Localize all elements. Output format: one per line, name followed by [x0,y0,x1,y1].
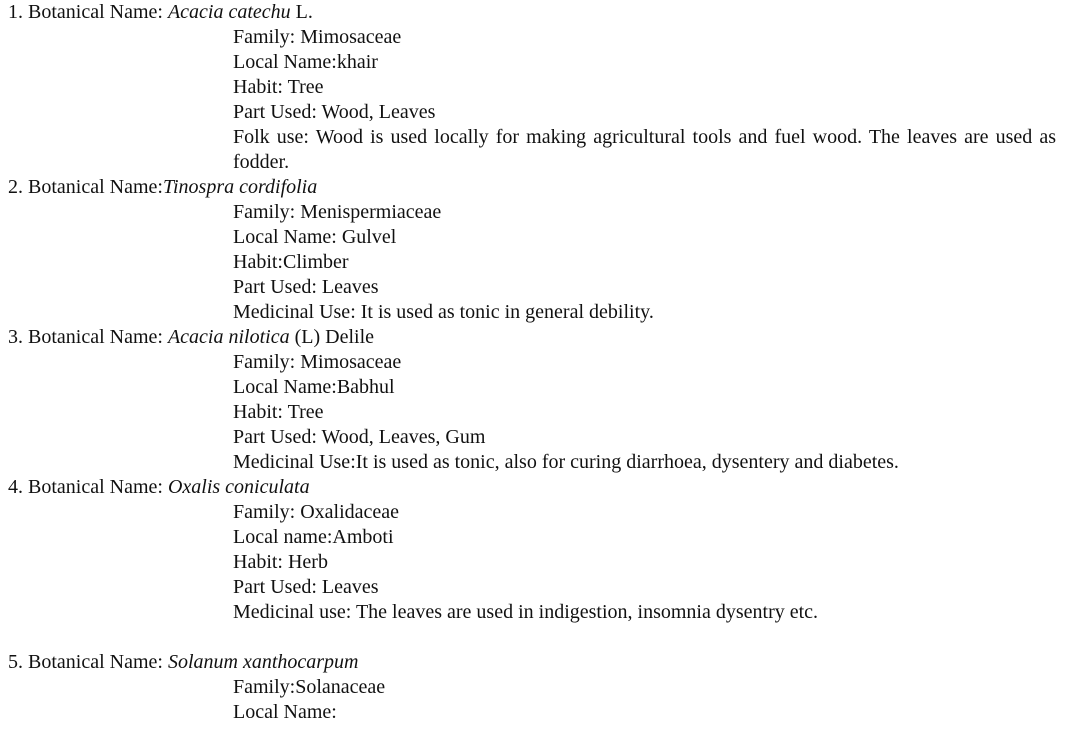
botanical-name-label: Botanical Name: [28,476,163,498]
entry-number: 2. [8,176,23,198]
part-used-field: Part Used: Wood, Leaves, Gum [233,426,486,448]
scientific-name: Oxalis coniculata [167,476,310,498]
part-used-field: Part Used: Leaves [233,576,379,598]
author-citation: L. [290,1,313,23]
scientific-name: Acacia nilotica [167,326,290,348]
scientific-name: Acacia catechu [167,1,291,23]
part-used-field: Part Used: Wood, Leaves [233,101,436,123]
entry-number: 3. [8,326,23,348]
habit-field: Habit: Herb [233,551,328,573]
plant-entry-3 [8,325,1056,475]
habit-field: Habit:Climber [233,251,349,273]
entry-heading [8,0,1056,25]
family-field: Family: Oxalidaceae [233,501,400,523]
family-field: Family: Menispermiaceae [233,201,442,223]
use-field: Medicinal Use: It is used as tonic in general debility. [233,301,654,323]
botanical-name-label: Botanical Name: [28,651,163,673]
family-field: Family:Solanaceae [233,676,386,698]
scientific-name: Tinospra cordifolia [162,176,318,198]
entry-heading [8,475,1056,500]
entry-number: 1. [8,1,23,23]
use-field: Folk use: Wood is used locally for making agricultural tools and fuel wood. The leaves are used as fodder. [233,126,1056,173]
entry-heading [8,650,1056,675]
author-citation: (L) Delile [289,326,374,348]
local-name-field: Local name:Amboti [233,526,394,548]
entry-number: 4. [8,476,23,498]
family-field: Family: Mimosaceae [233,351,402,373]
part-used-field: Part Used: Leaves [233,276,379,298]
blank-line [8,625,1056,650]
scientific-name: Solanum xanthocarpum [167,651,359,673]
entry-number: 5. [8,651,23,673]
entry-heading [8,325,1056,350]
plant-entry-5 [8,650,1056,725]
entry-heading [8,175,1056,200]
use-field: Medicinal Use:It is used as tonic, also for curing diarrhoea, dysentery and diabetes. [233,451,899,473]
local-name-field: Local Name:Babhul [233,376,395,398]
local-name-field: Local Name:khair [233,51,378,73]
local-name-field: Local Name: Gulvel [233,226,397,248]
local-name-field: Local Name: [233,701,337,723]
family-field: Family: Mimosaceae [233,26,402,48]
habit-field: Habit: Tree [233,76,324,98]
document-body [8,0,1056,725]
plant-entry-2 [8,175,1056,325]
botanical-name-label: Botanical Name: [28,1,163,23]
botanical-name-label: Botanical Name: [28,176,163,198]
use-field: Medicinal use: The leaves are used in indigestion, insomnia dysentry etc. [233,601,819,623]
plant-entry-1 [8,0,1056,175]
habit-field: Habit: Tree [233,401,324,423]
plant-entry-4 [8,475,1056,625]
botanical-name-label: Botanical Name: [28,326,163,348]
